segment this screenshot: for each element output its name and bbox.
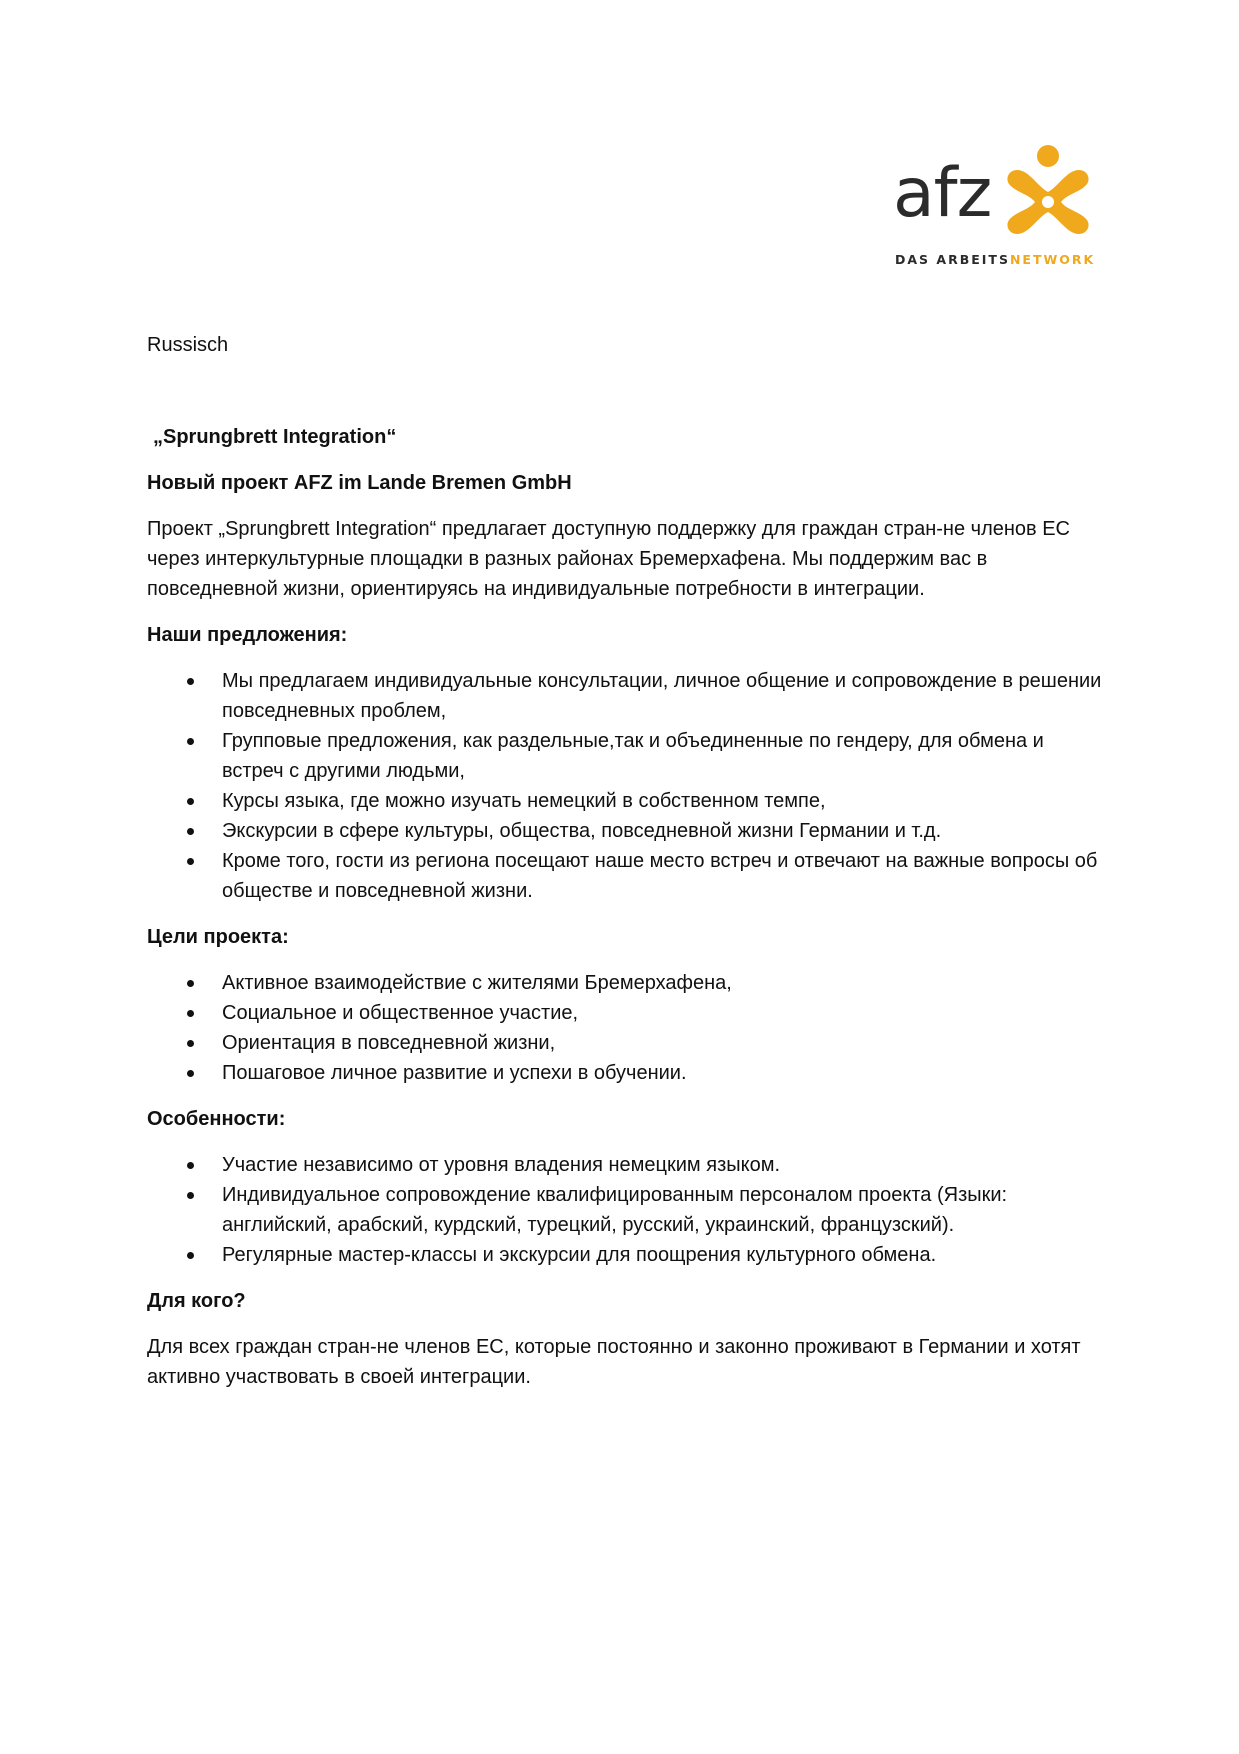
bullet-icon: [187, 980, 194, 987]
section-heading-offers: Наши предложения:: [147, 624, 348, 646]
list-item: [147, 816, 1107, 846]
list-item: [147, 1058, 1107, 1088]
project-title: „Sprungbrett Integration“: [153, 426, 397, 448]
list-item: [147, 726, 1107, 786]
bullet-icon: [187, 1010, 194, 1017]
project-subtitle: Новый проект AFZ im Lande Bremen GmbH: [147, 472, 572, 494]
section-heading-goals: Цели проекта:: [147, 926, 289, 948]
list-item-text: Экскурсии в сфере культуры, общества, повседневной жизни Германии и т.д.: [222, 820, 942, 842]
list-item-text: Ориентация в повседневной жизни,: [222, 1032, 556, 1054]
list-item: [147, 666, 1107, 726]
bullet-icon: [187, 828, 194, 835]
list-item-text: Кроме того, гости из региона посещают наше место встреч и отвечают на важные вопросы об обществе и повседневной жизни.: [222, 850, 1098, 902]
list-item-text: Пошаговое личное развитие и успехи в обучении.: [222, 1062, 687, 1084]
logo-wordmark: afz: [893, 154, 992, 233]
bullet-icon: [187, 1252, 194, 1259]
target-paragraph: Для всех граждан стран-не членов ЕС, которые постоянно и законно проживают в Германии и хотят активно участвовать в своей интеграции.: [147, 1336, 1081, 1388]
list-item-text: Социальное и общественное участие,: [222, 1002, 579, 1024]
list-item: [147, 786, 1107, 816]
list-item-text: Индивидуальное сопровождение квалифицированным персоналом проекта (Языки: английский, арабский, курдский, турецкий, русский, украинский, французский).: [222, 1184, 1008, 1236]
list-item-text: Мы предлагаем индивидуальные консультации, личное общение и сопровождение в решении повседневных проблем,: [222, 670, 1102, 722]
bullet-icon: [187, 1040, 194, 1047]
list-item-text: Активное взаимодействие с жителями Бремерхафена,: [222, 972, 732, 994]
afz-logo: [893, 140, 1096, 270]
afz-figure-logo-icon: [1003, 140, 1093, 250]
list-item: [147, 1240, 1107, 1270]
list-item: [147, 998, 1107, 1028]
goals-list: [147, 968, 1107, 1088]
list-item-text: Курсы языка, где можно изучать немецкий в собственном темпе,: [222, 790, 826, 812]
bullet-icon: [187, 1192, 194, 1199]
logo-tagline: [895, 252, 1095, 267]
bullet-icon: [187, 798, 194, 805]
list-item: [147, 846, 1107, 906]
list-item-text: Групповые предложения, как раздельные,так и объединенные по гендеру, для обмена и встреч с другими людьми,: [222, 730, 1044, 782]
list-item: [147, 1150, 1107, 1180]
intro-paragraph: Проект „Sprungbrett Integration“ предлагает доступную поддержку для граждан стран-не членов ЕС через интеркультурные площадки в разных районах Бремерхафена. Мы поддержим вас в повседневной жизни, ориентируясь на индивидуальные потребности в интеграции.: [147, 518, 1070, 600]
list-item: [147, 1028, 1107, 1058]
language-label: Russisch: [147, 334, 229, 356]
bullet-icon: [187, 738, 194, 745]
tagline-dark-part: DAS ARBEITS: [895, 252, 1010, 267]
list-item-text: Участие независимо от уровня владения немецким языком.: [222, 1154, 781, 1176]
bullet-icon: [187, 1162, 194, 1169]
list-item: [147, 1180, 1107, 1240]
section-heading-target: Для кого?: [147, 1290, 246, 1312]
features-list: [147, 1150, 1107, 1270]
tagline-accent-part: NETWORK: [1009, 252, 1096, 267]
list-item: [147, 968, 1107, 998]
list-item-text: Регулярные мастер-классы и экскурсии для поощрения культурного обмена.: [222, 1244, 937, 1266]
document-body: [147, 330, 1107, 1392]
section-heading-features: Особенности:: [147, 1108, 286, 1130]
offers-list: [147, 666, 1107, 906]
bullet-icon: [187, 858, 194, 865]
bullet-icon: [187, 1070, 194, 1077]
bullet-icon: [187, 678, 194, 685]
